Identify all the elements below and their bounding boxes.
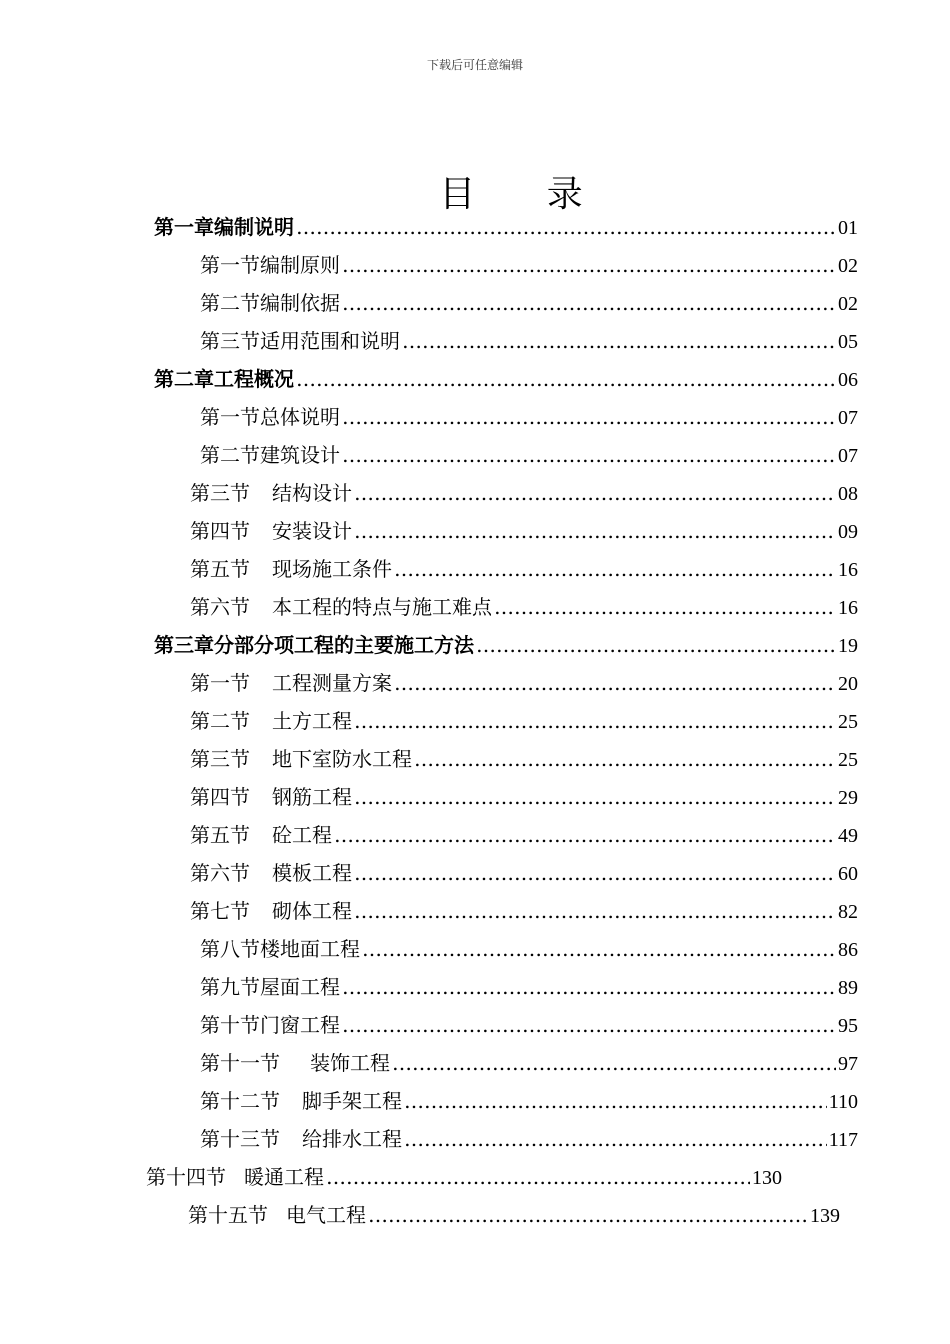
toc-entry-title: 装饰工程 bbox=[310, 1051, 390, 1075]
toc-entry[interactable] bbox=[200, 249, 858, 279]
toc-leader-dots bbox=[394, 671, 836, 695]
toc-entry-page: 16 bbox=[838, 559, 858, 581]
toc-entry[interactable] bbox=[190, 591, 858, 621]
toc-entry[interactable] bbox=[154, 363, 858, 393]
toc-entry-title: 脚手架工程 bbox=[302, 1089, 402, 1113]
toc-entry-number: 第十二节 bbox=[200, 1089, 280, 1113]
toc-leader-dots bbox=[414, 747, 836, 771]
toc-entry[interactable] bbox=[188, 1199, 840, 1229]
toc-leader-dots bbox=[342, 1013, 836, 1037]
toc-leader-dots bbox=[476, 633, 836, 657]
toc-entry-page: 16 bbox=[838, 597, 858, 619]
toc-entry-page: 06 bbox=[838, 369, 858, 391]
toc-entry-page: 49 bbox=[838, 825, 858, 847]
toc-entry-page: 97 bbox=[838, 1053, 858, 1075]
toc-entry-page: 130 bbox=[752, 1167, 782, 1189]
toc-leader-dots bbox=[342, 253, 836, 277]
toc-entry-page: 07 bbox=[838, 407, 858, 429]
toc-entry-title: 总体说明 bbox=[260, 405, 340, 429]
toc-entry-number: 第六节 bbox=[190, 595, 250, 619]
toc-leader-dots bbox=[402, 329, 836, 353]
toc-entry[interactable] bbox=[190, 705, 858, 735]
toc-leader-dots bbox=[354, 481, 836, 505]
toc-leader-dots bbox=[404, 1089, 827, 1113]
toc-entry[interactable] bbox=[190, 553, 858, 583]
toc-leader-dots bbox=[354, 861, 836, 885]
toc-entry-title: 分部分项工程的主要施工方法 bbox=[214, 633, 474, 657]
toc-entry-number: 第十节 bbox=[200, 1013, 260, 1037]
toc-entry[interactable] bbox=[146, 1161, 782, 1191]
toc-entry-title: 编制依据 bbox=[260, 291, 340, 315]
toc-entry-number: 第五节 bbox=[190, 557, 250, 581]
toc-entry-number: 第四节 bbox=[190, 519, 250, 543]
toc-entry-number: 第五节 bbox=[190, 823, 250, 847]
toc-entry[interactable] bbox=[200, 325, 858, 355]
toc-entry-title: 工程测量方案 bbox=[272, 671, 392, 695]
toc-entry-number: 第六节 bbox=[190, 861, 250, 885]
toc-entry-number: 第一节 bbox=[200, 405, 260, 429]
toc-entry-number: 第三节 bbox=[190, 481, 250, 505]
toc-leader-dots bbox=[342, 291, 836, 315]
toc-leader-dots bbox=[392, 1051, 836, 1075]
toc-entry-number: 第二节 bbox=[190, 709, 250, 733]
toc-entry-page: 05 bbox=[838, 331, 858, 353]
toc-leader-dots bbox=[296, 367, 836, 391]
toc-entry-page: 25 bbox=[838, 749, 858, 771]
toc-entry[interactable] bbox=[200, 1047, 858, 1077]
toc-entry[interactable] bbox=[190, 477, 858, 507]
toc-leader-dots bbox=[368, 1203, 808, 1227]
toc-leader-dots bbox=[394, 557, 836, 581]
toc-entry[interactable] bbox=[154, 629, 858, 659]
toc-entry-page: 02 bbox=[838, 255, 858, 277]
toc-leader-dots bbox=[354, 709, 836, 733]
toc-entry-page: 09 bbox=[838, 521, 858, 543]
header-note: 下载后可任意编辑 bbox=[426, 58, 523, 72]
toc-entry-page: 20 bbox=[838, 673, 858, 695]
toc-entry-title: 工程概况 bbox=[214, 367, 294, 391]
toc-leader-dots bbox=[342, 405, 836, 429]
toc-entry-title: 编制原则 bbox=[260, 253, 340, 277]
toc-entry[interactable] bbox=[200, 287, 858, 317]
toc-entry[interactable] bbox=[200, 1123, 858, 1153]
toc-entry-page: 86 bbox=[838, 939, 858, 961]
toc-entry-number: 第十五节 bbox=[188, 1203, 268, 1227]
toc-entry-number: 第二节 bbox=[200, 291, 260, 315]
toc-entry[interactable] bbox=[190, 895, 858, 925]
toc-entry[interactable] bbox=[154, 211, 858, 241]
toc-entry[interactable] bbox=[200, 971, 858, 1001]
toc-entry[interactable] bbox=[190, 857, 858, 887]
toc-leader-dots bbox=[342, 443, 836, 467]
toc-entry-page: 89 bbox=[838, 977, 858, 999]
toc-entry-title: 地下室防水工程 bbox=[272, 747, 412, 771]
toc-entry-number: 第十四节 bbox=[146, 1165, 226, 1189]
toc-entry-title: 钢筋工程 bbox=[272, 785, 352, 809]
toc-entry-title: 楼地面工程 bbox=[260, 937, 360, 961]
toc-leader-dots bbox=[404, 1127, 827, 1151]
toc-entry-title: 建筑设计 bbox=[260, 443, 340, 467]
toc-entry-title: 给排水工程 bbox=[302, 1127, 402, 1151]
toc-leader-dots bbox=[354, 519, 836, 543]
toc-entry-page: 110 bbox=[828, 1091, 858, 1113]
toc-entry-number: 第十三节 bbox=[200, 1127, 280, 1151]
toc-entry-number: 第二节 bbox=[200, 443, 260, 467]
document-title: 目 录 bbox=[439, 174, 613, 215]
toc-entry-page: 08 bbox=[838, 483, 858, 505]
toc-entry-number: 第一节 bbox=[190, 671, 250, 695]
toc-entry-page: 95 bbox=[838, 1015, 858, 1037]
toc-entry-page: 82 bbox=[838, 901, 858, 923]
toc-leader-dots bbox=[342, 975, 836, 999]
toc-entry-title: 土方工程 bbox=[272, 709, 352, 733]
toc-entry-number: 第三章 bbox=[154, 633, 214, 657]
toc-entry-page: 117 bbox=[828, 1129, 858, 1151]
toc-entry-title: 电气工程 bbox=[286, 1203, 366, 1227]
toc-entry-title: 编制说明 bbox=[214, 215, 294, 239]
toc-entry-number: 第二章 bbox=[154, 367, 214, 391]
toc-entry-number: 第七节 bbox=[190, 899, 250, 923]
toc-leader-dots bbox=[354, 899, 836, 923]
toc-entry-title: 屋面工程 bbox=[260, 975, 340, 999]
toc-entry-page: 07 bbox=[838, 445, 858, 467]
toc-entry-number: 第四节 bbox=[190, 785, 250, 809]
toc-leader-dots bbox=[494, 595, 836, 619]
toc-entry-number: 第十一节 bbox=[200, 1051, 280, 1075]
toc-entry-title: 适用范围和说明 bbox=[260, 329, 400, 353]
toc-entry-page: 01 bbox=[838, 217, 858, 239]
toc-entry-number: 第一节 bbox=[200, 253, 260, 277]
toc-entry-page: 25 bbox=[838, 711, 858, 733]
toc-leader-dots bbox=[334, 823, 836, 847]
toc-entry-page: 19 bbox=[838, 635, 858, 657]
toc-entry-title: 门窗工程 bbox=[260, 1013, 340, 1037]
toc-entry[interactable] bbox=[190, 743, 858, 773]
toc-leader-dots bbox=[354, 785, 836, 809]
toc-entry-title: 现场施工条件 bbox=[272, 557, 392, 581]
toc-entry-title: 模板工程 bbox=[272, 861, 352, 885]
toc-entry[interactable] bbox=[200, 1085, 858, 1115]
toc-entry-page: 60 bbox=[838, 863, 858, 885]
toc-entry-page: 29 bbox=[838, 787, 858, 809]
toc-entry[interactable] bbox=[200, 439, 858, 469]
toc-entry-title: 砌体工程 bbox=[272, 899, 352, 923]
toc-entry[interactable] bbox=[190, 819, 858, 849]
toc-entry-number: 第三节 bbox=[200, 329, 260, 353]
toc-entry[interactable] bbox=[190, 515, 858, 545]
toc-entry[interactable] bbox=[200, 933, 858, 963]
toc-entry[interactable] bbox=[190, 667, 858, 697]
toc-entry-number: 第九节 bbox=[200, 975, 260, 999]
toc-entry-title: 本工程的特点与施工难点 bbox=[272, 595, 492, 619]
toc-entry-number: 第八节 bbox=[200, 937, 260, 961]
toc-entry-page: 139 bbox=[810, 1205, 840, 1227]
toc-entry[interactable] bbox=[190, 781, 858, 811]
toc-entry-title: 安装设计 bbox=[272, 519, 352, 543]
toc-entry-title: 暖通工程 bbox=[244, 1165, 324, 1189]
toc-leader-dots bbox=[296, 215, 836, 239]
toc-leader-dots bbox=[326, 1165, 750, 1189]
toc-entry-title: 结构设计 bbox=[272, 481, 352, 505]
toc-entry-number: 第一章 bbox=[154, 215, 214, 239]
toc-entry[interactable] bbox=[200, 401, 858, 431]
toc-entry-title: 砼工程 bbox=[272, 823, 332, 847]
toc-leader-dots bbox=[362, 937, 836, 961]
toc-entry[interactable] bbox=[200, 1009, 858, 1039]
toc-entry-number: 第三节 bbox=[190, 747, 250, 771]
toc-entry-page: 02 bbox=[838, 293, 858, 315]
